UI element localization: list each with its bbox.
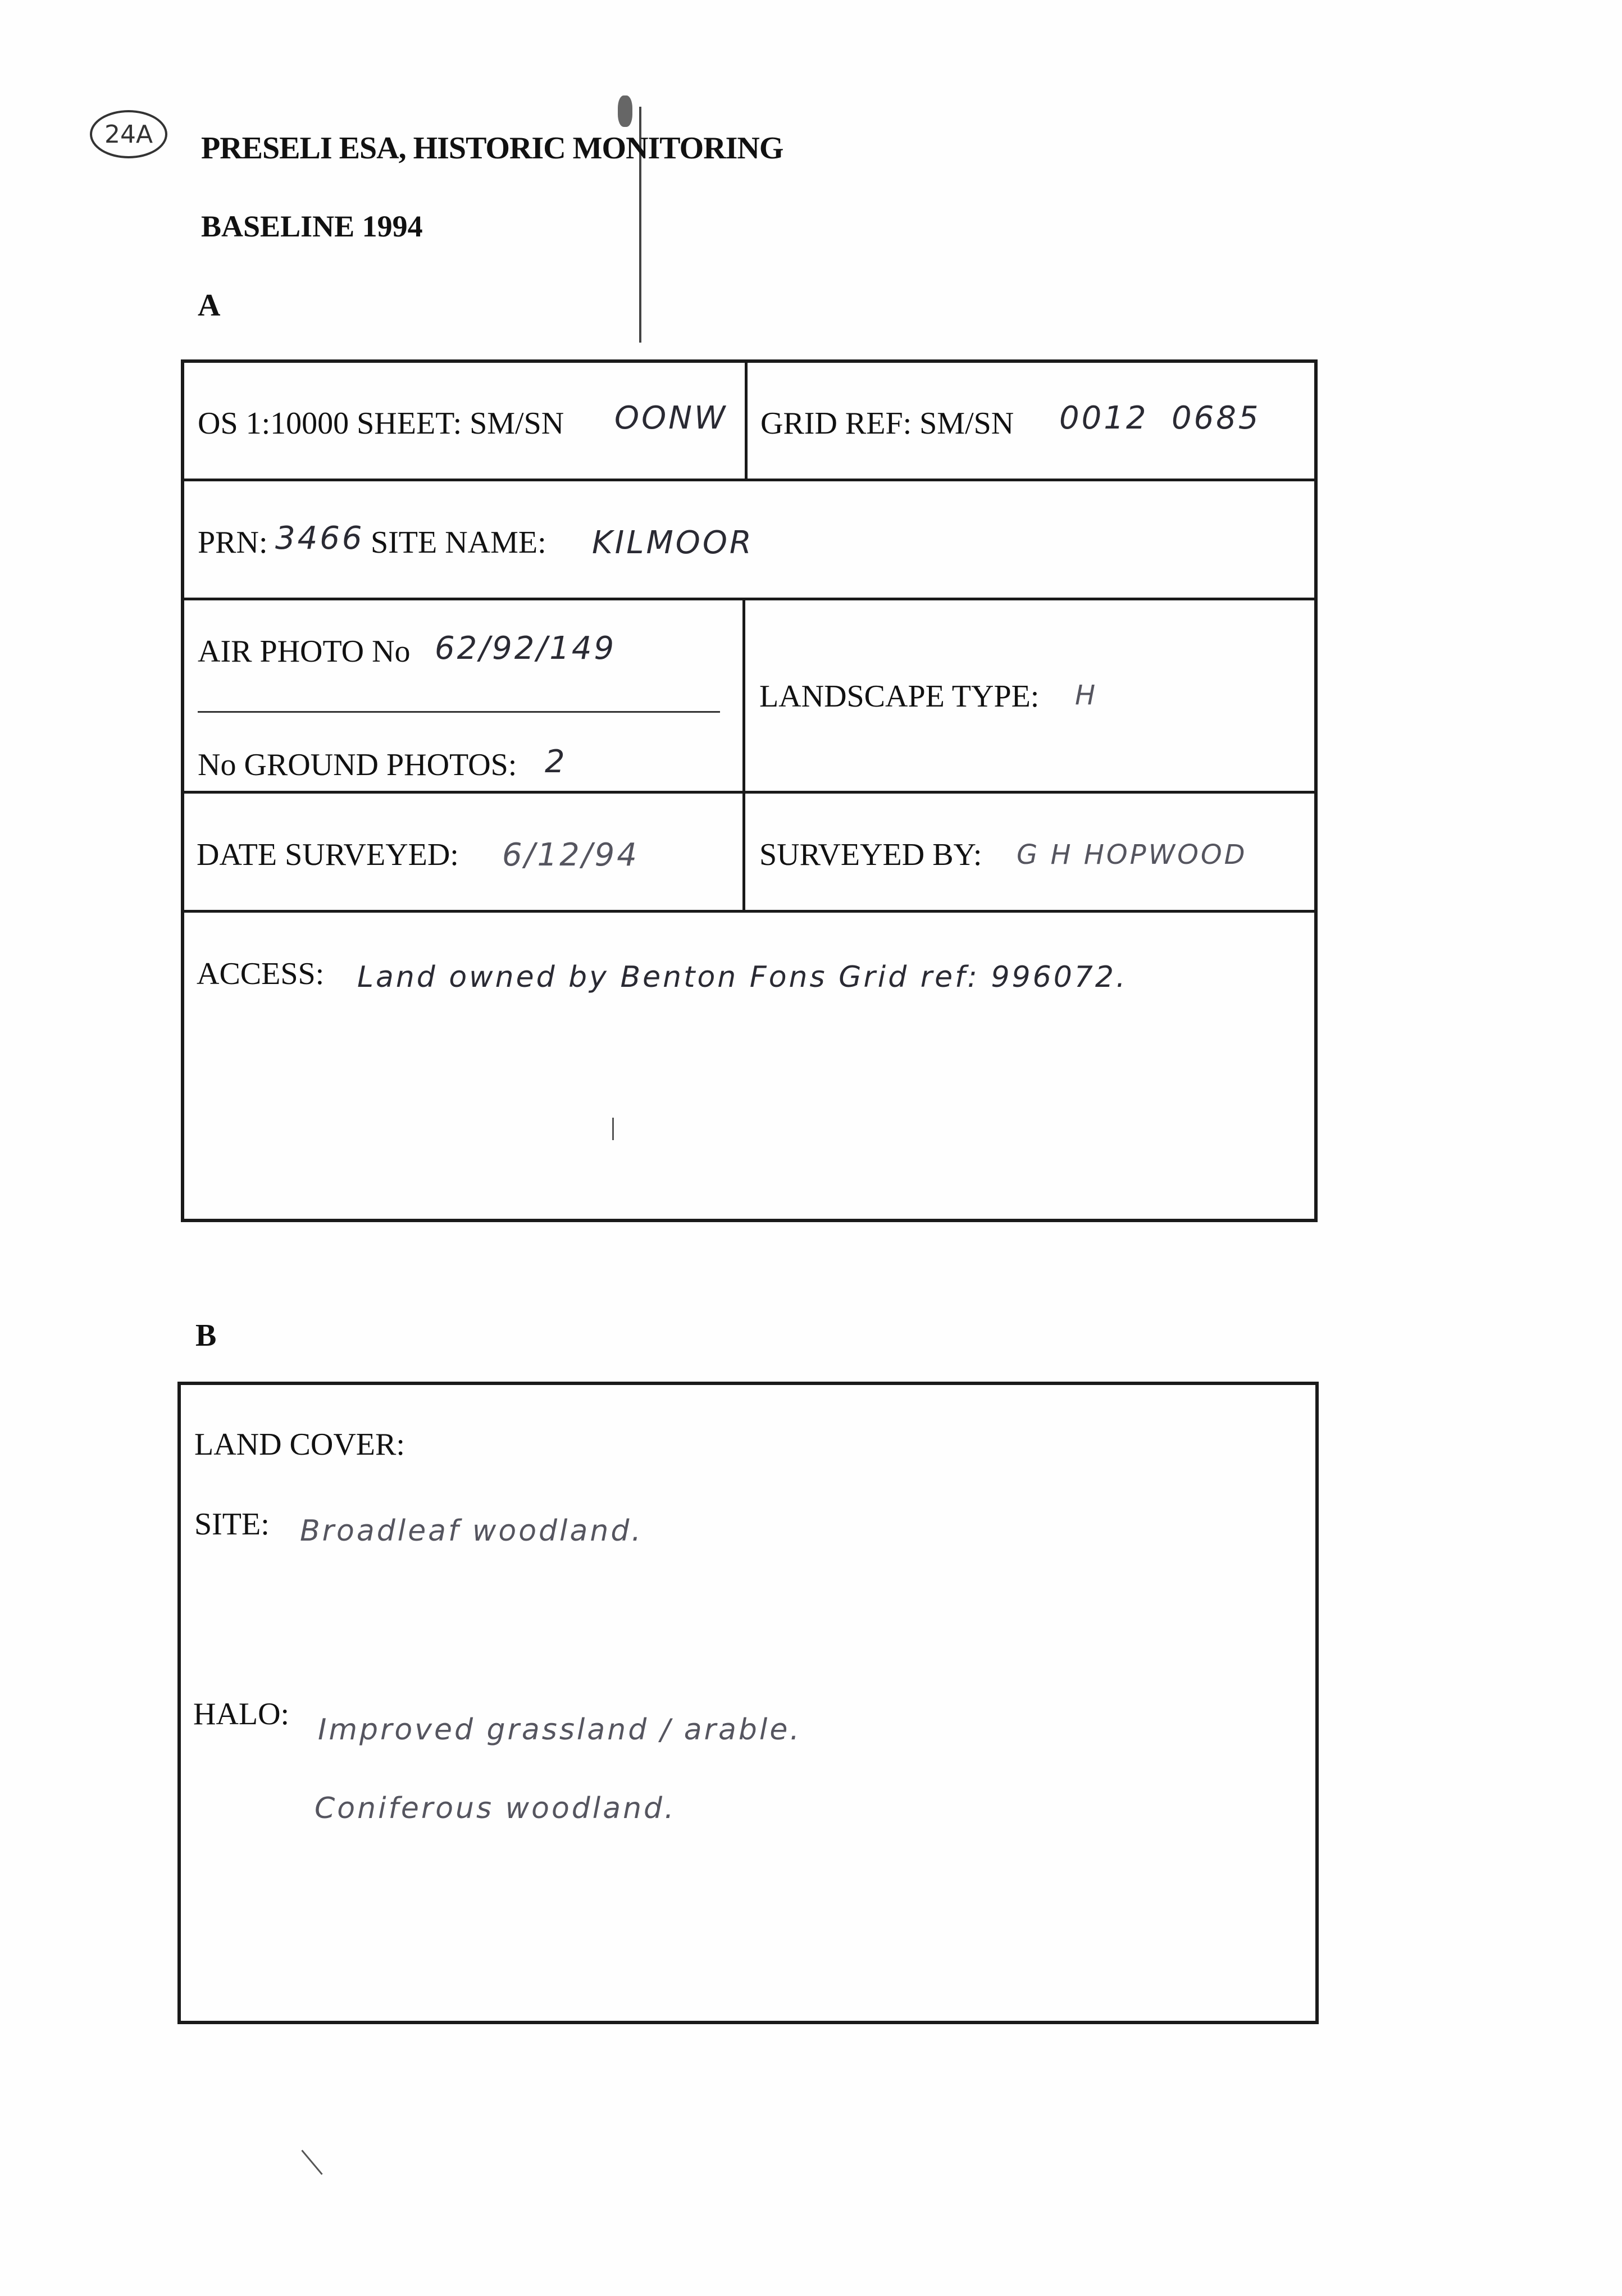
row-divider [181,598,1318,600]
access-value: Land owned by Benton Fons Grid ref: 996072. [357,960,1128,994]
air-photo-value: 62/92/149 [435,630,617,667]
halo-label: HALO: [193,1697,290,1732]
air-photo-underline [198,711,720,713]
ink-blot-mark [618,95,632,127]
date-surveyed-label: DATE SURVEYED: [197,837,459,872]
ground-photos-value: 2 [545,744,567,780]
grid-ref-label: GRID REF: SM/SN [760,406,1014,441]
column-divider [745,359,748,480]
land-cover-label: LAND COVER: [194,1427,405,1462]
form-title: PRESELI ESA, HISTORIC MONITORING [201,131,783,166]
surveyed-by-value: G H HOPWOOD [1017,839,1247,871]
site-cover-value: Broadleaf woodland. [300,1514,643,1548]
row-divider [181,910,1318,913]
halo-value-line-2: Coniferous woodland. [315,1792,676,1825]
surveyed-by-label: SURVEYED BY: [759,837,982,872]
air-photo-label: AIR PHOTO No [198,634,411,669]
section-b-box [177,1382,1319,2024]
grid-ref-value-1: 0012 [1059,400,1149,436]
site-cover-label: SITE: [194,1507,270,1542]
stray-pen-mark [612,1118,614,1140]
ground-photos-label: No GROUND PHOTOS: [198,748,517,782]
site-name-value: KILMOOR [592,525,754,561]
circled-reference-mark: 24A [90,110,167,158]
date-surveyed-value: 6/12/94 [502,837,639,873]
site-name-label: SITE NAME: [371,525,546,560]
os-sheet-label: OS 1:10000 SHEET: SM/SN [198,406,564,441]
section-b-heading: B [195,1318,217,1353]
row-divider [181,479,1318,481]
landscape-type-value: H [1075,680,1098,711]
form-subtitle: BASELINE 1994 [201,209,423,243]
prn-label: PRN: [198,525,268,560]
column-divider [742,598,745,911]
row-divider [181,791,1318,794]
section-a-heading: A [198,288,221,323]
landscape-type-label: LANDSCAPE TYPE: [759,679,1040,714]
stray-pen-mark [301,2150,322,2175]
halo-value-line-1: Improved grassland / arable. [318,1713,801,1747]
access-label: ACCESS: [197,956,325,991]
os-sheet-value: OONW [614,400,728,436]
prn-value: 3466 [275,520,365,557]
grid-ref-value-2: 0685 [1172,400,1261,436]
